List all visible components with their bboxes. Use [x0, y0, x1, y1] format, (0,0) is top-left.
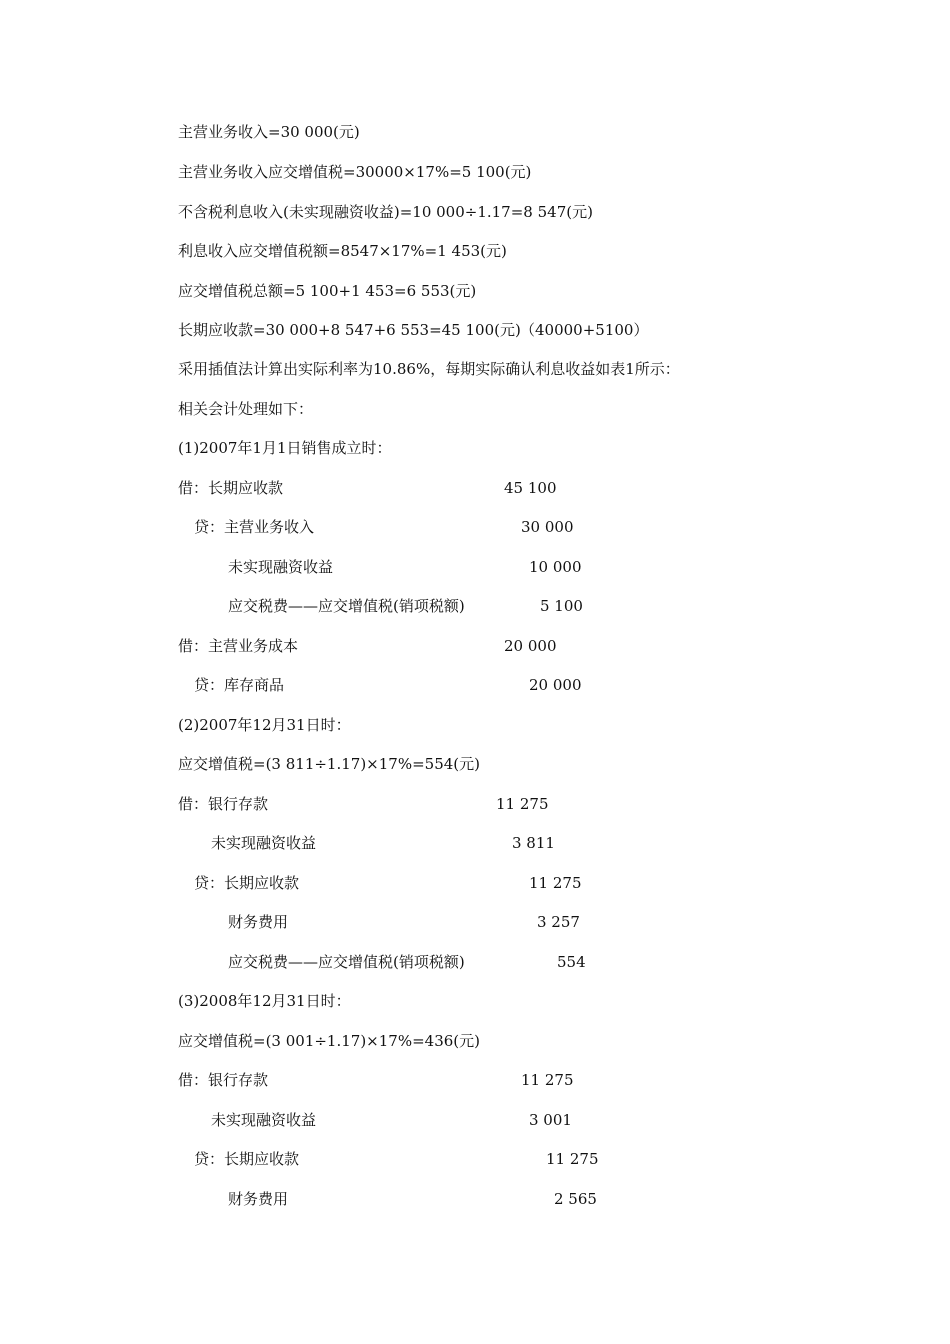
amount: 3 811 — [512, 834, 555, 852]
line-text: (1)2007年1月1日销售成立时： — [178, 439, 392, 457]
line-text: 主营业务收入=30 000(元) — [178, 123, 360, 141]
line-text: 相关会计处理如下： — [178, 400, 314, 418]
amount: 2 565 — [554, 1190, 597, 1208]
amount: 20 000 — [504, 637, 557, 655]
amount: 10 000 — [529, 558, 582, 576]
account-name: 未实现融资收益 — [211, 834, 317, 852]
account-name: 应交税费——应交增值税(销项税额) — [228, 597, 465, 615]
account-name: 财务费用 — [228, 1190, 289, 1208]
account-name: 应交税费——应交增值税(销项税额) — [228, 953, 465, 971]
account-name: 贷：主营业务收入 — [194, 518, 315, 536]
line-text: 利息收入应交增值税额=8547×17%=1 453(元) — [178, 242, 507, 260]
amount: 11 275 — [496, 795, 549, 813]
line-text: 采用插值法计算出实际利率为10.86%，每期实际确认利息收益如表1所示： — [178, 360, 680, 378]
amount: 11 275 — [521, 1071, 574, 1089]
amount: 11 275 — [529, 874, 582, 892]
amount: 45 100 — [504, 479, 557, 497]
account-name: 贷：长期应收款 — [194, 1150, 300, 1168]
line-text: 应交增值税=(3 811÷1.17)×17%=554(元) — [178, 755, 480, 773]
amount: 3 001 — [529, 1111, 572, 1129]
account-name: 借：银行存款 — [178, 1071, 269, 1089]
account-name: 未实现融资收益 — [211, 1111, 317, 1129]
line-text: (3)2008年12月31日时： — [178, 992, 351, 1010]
account-name: 借：长期应收款 — [178, 479, 284, 497]
line-text: 长期应收款=30 000+8 547+6 553=45 100(元) — [178, 321, 521, 339]
line-text: (2)2007年12月31日时： — [178, 716, 351, 734]
line-text: 不含税利息收入(未实现融资收益)=10 000÷1.17=8 547(元) — [178, 203, 593, 221]
amount: 3 257 — [537, 913, 580, 931]
account-name: 借：主营业务成本 — [178, 637, 299, 655]
line-text: 主营业务收入应交增值税=30000×17%=5 100(元) — [178, 163, 532, 181]
account-name: 贷：长期应收款 — [194, 874, 300, 892]
line-note: （40000+5100） — [520, 321, 649, 339]
amount: 554 — [557, 953, 586, 971]
account-name: 财务费用 — [228, 913, 289, 931]
line-text: 应交增值税总额=5 100+1 453=6 553(元) — [178, 282, 477, 300]
account-name: 未实现融资收益 — [228, 558, 334, 576]
amount: 11 275 — [546, 1150, 599, 1168]
amount: 20 000 — [529, 676, 582, 694]
account-name: 贷：库存商品 — [194, 676, 285, 694]
line-text: 应交增值税=(3 001÷1.17)×17%=436(元) — [178, 1032, 480, 1050]
amount: 5 100 — [540, 597, 583, 615]
amount: 30 000 — [521, 518, 574, 536]
account-name: 借：银行存款 — [178, 795, 269, 813]
